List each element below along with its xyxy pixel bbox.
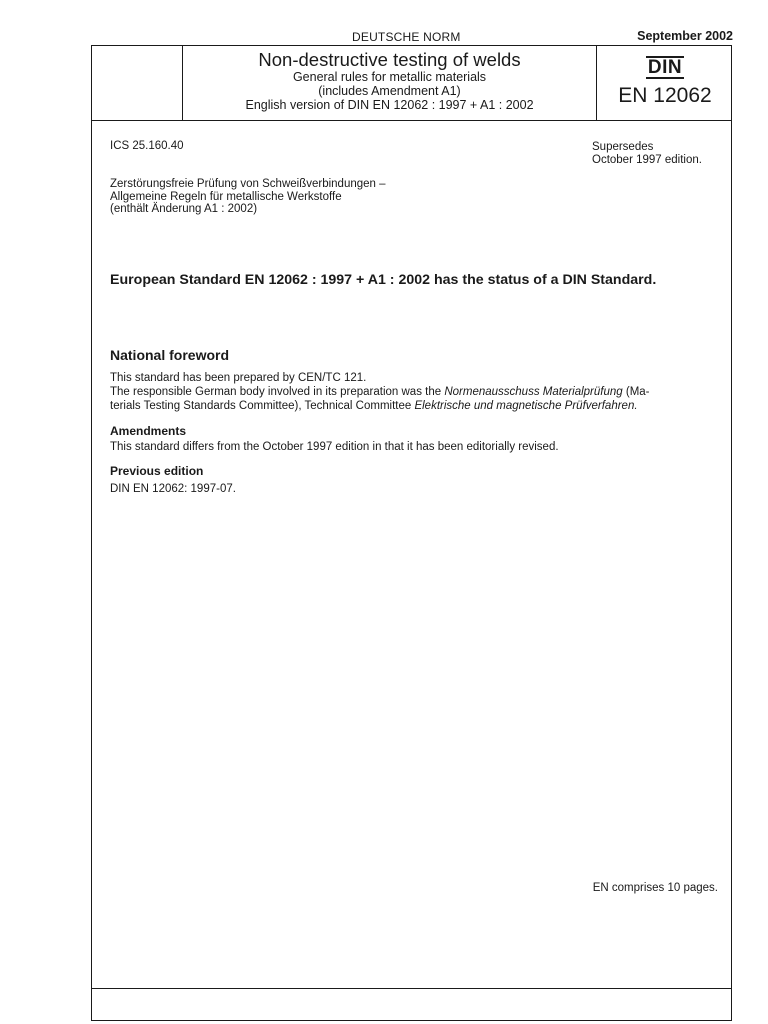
status-statement: European Standard EN 12062 : 1997 + A1 : 2002 has the status of a DIN Standard. — [110, 272, 657, 288]
german-title-line1: Zerstörungsfreie Prüfung von Schweißverbindungen – — [110, 178, 386, 190]
amendments-heading: Amendments — [110, 424, 187, 438]
previous-edition-text: DIN EN 12062: 1997-07. — [110, 483, 236, 495]
national-foreword-body — [110, 371, 722, 413]
amendments-text: This standard differs from the October 1997 edition in that it has been editorially revised. — [110, 441, 559, 453]
foreword-line3-part1: terials Testing Standards Committee), Technical Committee — [110, 400, 415, 412]
publication-date: September 2002 — [637, 29, 733, 43]
din-area — [597, 46, 733, 120]
foreword-line2 — [110, 385, 722, 399]
foreword-technical-committee: Elektrische und magnetische Prüfverfahren. — [414, 400, 638, 412]
norm-label: DEUTSCHE NORM — [352, 30, 461, 44]
supersedes-note — [592, 141, 702, 167]
bottom-rule — [91, 988, 732, 989]
foreword-line2-part2: (Ma- — [622, 386, 650, 398]
previous-edition-heading: Previous edition — [110, 464, 204, 478]
document-title: Non-destructive testing of welds — [258, 49, 521, 70]
standard-number: EN 12062 — [618, 84, 712, 107]
foreword-line1: This standard has been prepared by CEN/TC 121. — [110, 372, 367, 384]
german-title-line3: (enthält Änderung A1 : 2002) — [110, 203, 258, 215]
top-header — [0, 29, 768, 45]
foreword-committee-german: Normenausschuss Materialprüfung — [444, 386, 623, 398]
page-count: EN comprises 10 pages. — [592, 882, 718, 894]
version-note: English version of DIN EN 12062 : 1997 + A1 : 2002 — [245, 98, 534, 112]
amendment-note: (includes Amendment A1) — [318, 84, 461, 98]
din-logo: DIN — [647, 57, 683, 78]
german-title — [110, 178, 386, 216]
title-block — [92, 46, 731, 121]
title-center — [183, 50, 596, 112]
foreword-line3 — [110, 399, 722, 413]
national-foreword-heading: National foreword — [110, 347, 230, 363]
supersedes-line2: October 1997 edition. — [592, 154, 702, 166]
ics-code: ICS 25.160.40 — [110, 140, 184, 152]
foreword-line2-part1: The responsible German body involved in its preparation was the — [110, 386, 445, 398]
supersedes-line1: Supersedes — [592, 141, 654, 153]
document-subtitle: General rules for metallic materials — [292, 70, 487, 84]
german-title-line2: Allgemeine Regeln für metallische Werkstoffe — [110, 190, 342, 203]
